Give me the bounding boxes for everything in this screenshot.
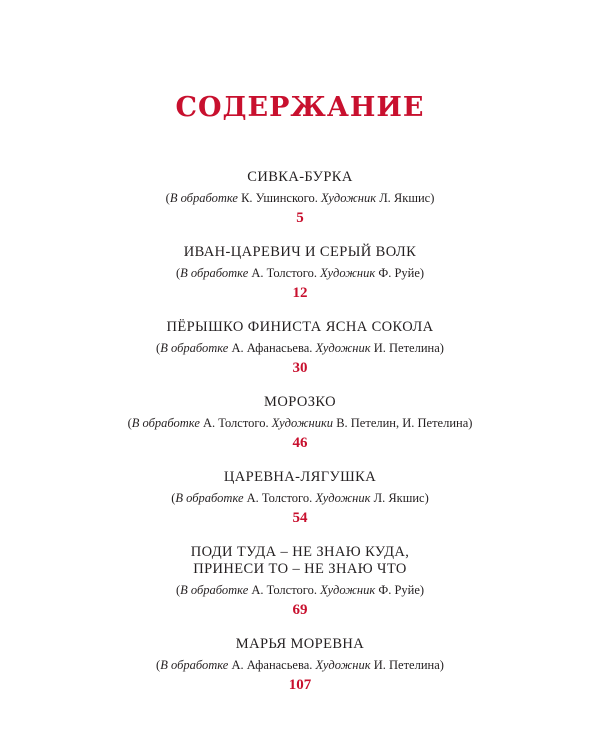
entry-title-line: ПРИНЕСИ ТО – НЕ ЗНАЮ ЧТО [193, 561, 407, 577]
artist-label: Художник [320, 583, 376, 597]
toc-entry[interactable] [0, 319, 600, 377]
artist-name: Ф. Руйе) [375, 266, 425, 280]
toc-entry[interactable] [0, 544, 600, 619]
entry-title [0, 169, 600, 186]
artist-name: Л. Якшис) [370, 491, 429, 505]
entry-title-line: ПЁРЫШКО ФИНИСТА ЯСНА СОКОЛА [166, 319, 434, 335]
artist-label: Художник [315, 658, 371, 672]
artist-label: Художники [271, 416, 334, 430]
adapter-name: А. Толстого. [248, 583, 321, 597]
toc-entry[interactable] [0, 169, 600, 227]
page-number: 69 [292, 602, 308, 618]
artist-name: И. Петелина) [370, 658, 444, 672]
page-title: СОДЕРЖАНИЕ [175, 92, 425, 123]
artist-name: Л. Якшис) [376, 191, 435, 205]
entry-credit: (В обработке А. Толстого. Художник Ф. Руйе) [175, 266, 425, 280]
adapt-label: В обработке [160, 341, 229, 355]
page-number: 54 [292, 510, 308, 526]
adapter-name: А. Толстого. [243, 491, 316, 505]
entry-title [0, 319, 600, 336]
artist-label: Художник [320, 266, 376, 280]
adapt-label: В обработке [169, 191, 238, 205]
entry-title-line: ИВАН-ЦАРЕВИЧ И СЕРЫЙ ВОЛК [183, 244, 417, 260]
artist-name: И. Петелина) [370, 341, 444, 355]
adapter-name: А. Толстого. [199, 416, 272, 430]
toc-entry[interactable] [0, 394, 600, 452]
entry-credit: (В обработке А. Толстого. Художник Л. Якшис) [171, 491, 429, 505]
entry-title-line: ЦАРЕВНА-ЛЯГУШКА [223, 469, 377, 485]
entry-credit: (В обработке А. Толстого. Художники В. Петелин, И. Петелина) [127, 416, 473, 430]
artist-label: Художник [320, 191, 377, 205]
entry-title-line: ПОДИ ТУДА – НЕ ЗНАЮ КУДА, [190, 544, 410, 560]
entry-title [0, 244, 600, 261]
entry-credit: (В обработке А. Афанасьева. Художник И. Петелина) [156, 658, 444, 672]
page-number: 30 [292, 360, 308, 376]
page-number: 12 [292, 285, 308, 301]
entry-title [0, 636, 600, 653]
entry-credit: (В обработке А. Толстого. Художник Ф. Руйе) [175, 583, 425, 597]
entry-credit: (В обработке А. Афанасьева. Художник И. Петелина) [156, 341, 444, 355]
toc-list [0, 169, 600, 711]
artist-label: Художник [315, 491, 371, 505]
toc-entry[interactable] [0, 469, 600, 527]
adapter-name: А. Афанасьева. [228, 341, 316, 355]
adapter-name: А. Афанасьева. [228, 658, 316, 672]
adapter-name: К. Ушинского. [237, 191, 321, 205]
entry-credit: (В обработке К. Ушинского. Художник Л. Якшис) [165, 191, 435, 205]
page-number: 107 [288, 677, 312, 693]
page-number: 46 [292, 435, 308, 451]
toc-entry[interactable] [0, 636, 600, 694]
entry-title [0, 469, 600, 486]
artist-name: В. Петелин, И. Петелина) [333, 416, 473, 430]
adapt-label: В обработке [131, 416, 200, 430]
adapter-name: А. Толстого. [248, 266, 321, 280]
toc-entry[interactable] [0, 244, 600, 302]
adapt-label: В обработке [160, 658, 229, 672]
artist-label: Художник [315, 341, 371, 355]
entry-title [0, 544, 600, 578]
entry-title-line: МАРЬЯ МОРЕВНА [235, 636, 365, 652]
entry-title [0, 394, 600, 411]
adapt-label: В обработке [175, 491, 244, 505]
entry-title-line: МОРОЗКО [264, 394, 336, 410]
adapt-label: В обработке [180, 583, 249, 597]
artist-name: Ф. Руйе) [375, 583, 425, 597]
entry-title-line: СИВКА-БУРКА [247, 169, 353, 185]
page-number: 5 [296, 210, 304, 226]
adapt-label: В обработке [180, 266, 249, 280]
